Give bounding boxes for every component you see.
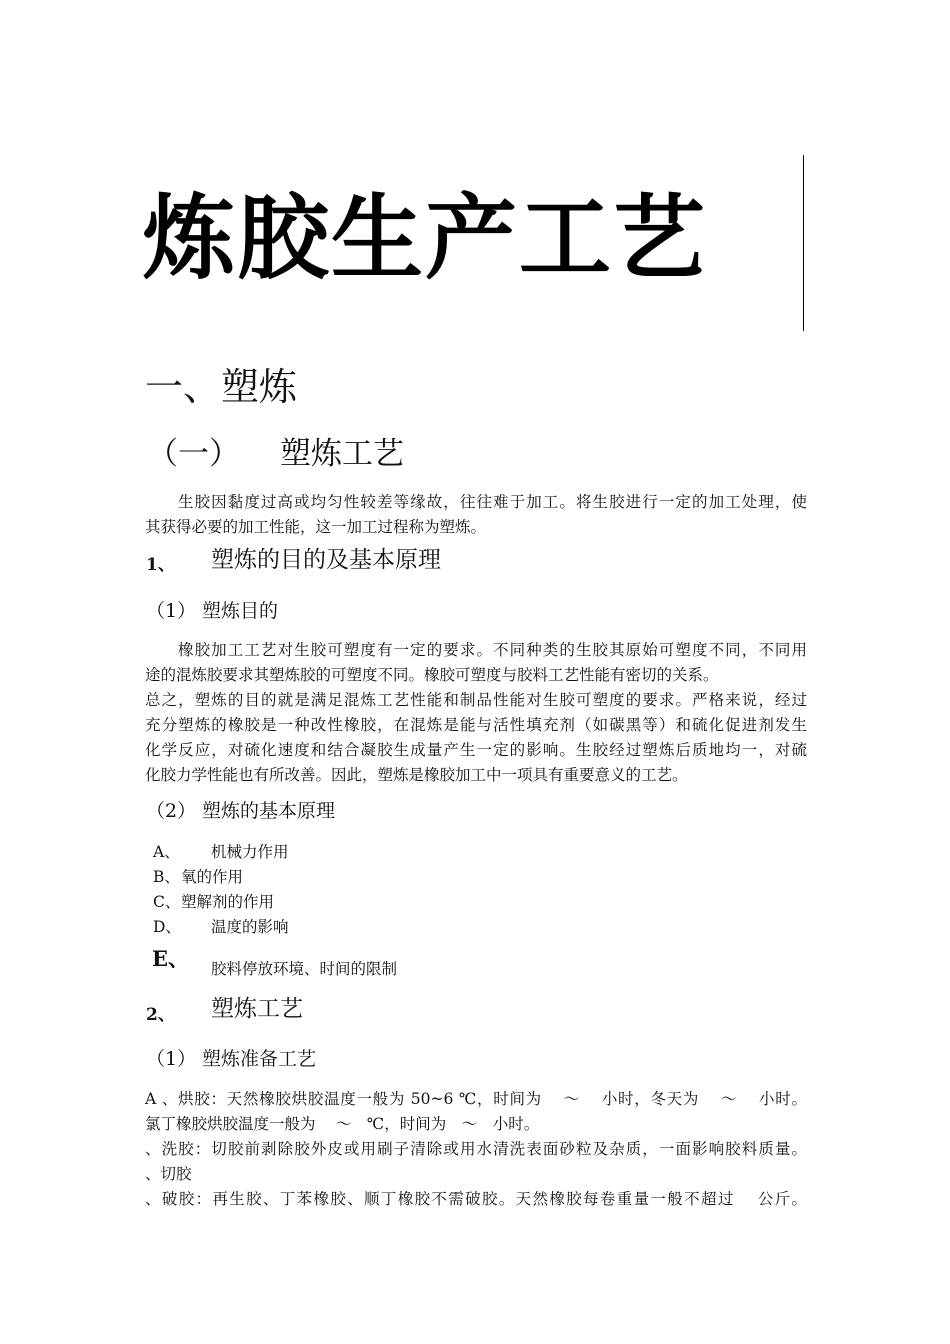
banner (143, 143, 807, 335)
list-item: 机械力作用 (211, 843, 289, 861)
section-heading: 一、塑炼 (145, 365, 298, 409)
document-title-banner: 炼胶生产工艺 (143, 185, 708, 292)
heading-process: 塑炼工艺 (211, 996, 303, 1022)
list-marker: D、 (153, 918, 181, 936)
intro-line: 其获得必要的加工性能，这一加工过程称为塑炼。 (145, 518, 487, 536)
purpose-line: 途的混炼胶要求其塑炼胶的可塑度不同。橡胶可塑度与胶料工艺性能有密切的关系。 (145, 666, 719, 684)
subsection-title: 塑炼工艺 (280, 436, 404, 472)
list-marker: E、 (152, 946, 190, 971)
subheading-number: （2） (146, 800, 197, 822)
subsection-marker: （一） (147, 436, 240, 472)
subheading-number: （1） (146, 600, 197, 622)
list-item: 氧的作用 (181, 868, 244, 886)
prep-line-cutting: 、切胶 (145, 1165, 192, 1183)
purpose-line: 橡胶加工工艺对生胶可塑度有一定的要求。不同种类的生胶其原始可塑度不同，不同用 (178, 641, 807, 659)
intro-line: 生胶因黏度过高或均匀性较差等缘故，往往难于加工。将生胶进行一定的加工处理，使 (178, 493, 807, 511)
purpose-paragraph (145, 638, 807, 788)
subheading-prep: 塑炼准备工艺 (202, 1048, 317, 1070)
prep-paragraph (145, 1087, 807, 1212)
banner-edge-line (803, 155, 804, 331)
purpose-line: 总之，塑炼的目的就是满足混炼工艺性能和制品性能对生胶可塑度的要求。严格来说，经过 (145, 691, 807, 709)
intro-paragraph (145, 490, 807, 540)
list-item: 胶料停放环境、时间的限制 (211, 960, 398, 978)
list-item: 温度的影响 (211, 918, 289, 936)
heading-number: 2、 (146, 1005, 175, 1025)
list-marker: B、 (153, 868, 180, 886)
list-marker: C、 (153, 893, 181, 911)
subheading-number: （1） (146, 1048, 197, 1070)
prep-line-drying: A 、烘胶：天然橡胶烘胶温度一般为 50~6 ℃，时间为 ～ 小时，冬天为 ～ 小时。 (145, 1090, 807, 1108)
purpose-line: 化学反应，对硫化速度和结合凝胶生成量产生一定的影响。生胶经过塑炼后质地均一，对硫 (145, 741, 807, 759)
subheading-principle: 塑炼的基本原理 (202, 800, 336, 822)
heading-purpose-principle: 塑炼的目的及基本原理 (211, 547, 441, 573)
prep-line-washing: 、洗胶：切胶前剥除胶外皮或用刷子清除或用水清洗表面砂粒及杂质，一面影响胶料质量。 (145, 1140, 807, 1158)
prep-line-breaking: 、破胶：再生胶、丁苯橡胶、顺丁橡胶不需破胶。天然橡胶每卷重量一般不超过 公斤。 (145, 1190, 807, 1208)
heading-number: 1、 (146, 555, 175, 575)
subheading-purpose: 塑炼目的 (202, 600, 279, 622)
list-marker: A、 (153, 843, 180, 861)
purpose-line: 化胶力学性能也有所改善。因此，塑炼是橡胶加工中一项具有重要意义的工艺。 (145, 766, 688, 784)
prep-line-chloroprene: 氯丁橡胶烘胶温度一般为 ～ ℃，时间为 ～ 小时。 (145, 1115, 540, 1133)
list-item: 塑解剂的作用 (181, 893, 275, 911)
purpose-line: 充分塑炼的橡胶是一种改性橡胶，在混炼是能与活性填充剂（如碳黑等）和硫化促进剂发生 (145, 716, 807, 734)
